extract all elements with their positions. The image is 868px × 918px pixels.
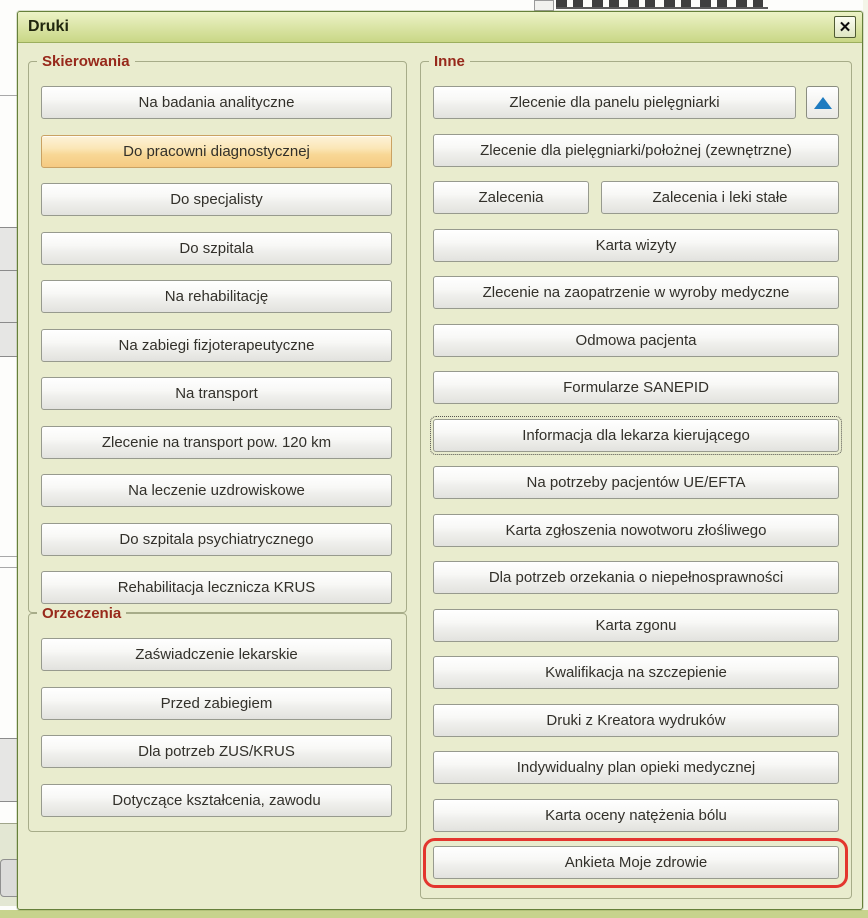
group-skierowania-label: Skierowania bbox=[37, 52, 135, 71]
background-divider-line bbox=[0, 556, 17, 557]
button-ankieta-moje-zdrowie[interactable]: Ankieta Moje zdrowie bbox=[433, 846, 839, 879]
druki-dialog bbox=[17, 11, 863, 910]
dialog-titlebar bbox=[18, 12, 862, 43]
button-karta-oceny-natezenia-bolu[interactable]: Karta oceny natężenia bólu bbox=[433, 799, 839, 832]
row-zalecenia bbox=[433, 181, 839, 214]
button-na-potrzeby-pacjentow-ue-efta[interactable]: Na potrzeby pacjentów UE/EFTA bbox=[433, 466, 839, 499]
button-na-rehabilitacje[interactable]: Na rehabilitację bbox=[41, 280, 392, 313]
group-skierowania-body bbox=[41, 86, 392, 604]
button-do-pracowni-diagnostycznej[interactable]: Do pracowni diagnostycznej bbox=[41, 135, 392, 168]
button-dla-potrzeb-orzekania-o-niepelnosprawnosci[interactable]: Dla potrzeb orzekania o niepełnosprawności bbox=[433, 561, 839, 594]
button-na-zabiegi-fizjoterapeutyczne[interactable]: Na zabiegi fizjoterapeutyczne bbox=[41, 329, 392, 362]
annotated-button-wrapper bbox=[433, 846, 839, 879]
close-button[interactable] bbox=[834, 16, 856, 38]
button-dotyczace-ksztalcenia-zawodu[interactable]: Dotyczące kształcenia, zawodu bbox=[41, 784, 392, 817]
group-inne bbox=[420, 53, 852, 899]
background-list-rows-fragment bbox=[0, 227, 17, 357]
button-rehabilitacja-lecznicza-krus[interactable]: Rehabilitacja lecznicza KRUS bbox=[41, 571, 392, 604]
close-icon: ✕ bbox=[838, 19, 852, 36]
button-na-transport[interactable]: Na transport bbox=[41, 377, 392, 410]
background-app-bottom-fragment bbox=[0, 910, 868, 918]
triangle-up-icon bbox=[814, 97, 832, 109]
background-table-cell-fragment bbox=[534, 0, 554, 11]
background-app-left-fragment bbox=[0, 11, 17, 918]
button-karta-zgloszenia-nowotworu-zlosliwego[interactable]: Karta zgłoszenia nowotworu złośliwego bbox=[433, 514, 839, 547]
button-zalecenia[interactable]: Zalecenia bbox=[433, 181, 589, 214]
button-formularze-sanepid[interactable]: Formularze SANEPID bbox=[433, 371, 839, 404]
button-zlecenie-dla-pielegniarki-poloznej-zewnetrzne[interactable]: Zlecenie dla pielęgniarki/położnej (zewnętrzne) bbox=[433, 134, 839, 167]
button-zlecenie-na-zaopatrzenie-w-wyroby-medyczne[interactable]: Zlecenie na zaopatrzenie w wyroby medyczne bbox=[433, 276, 839, 309]
group-orzeczenia-label: Orzeczenia bbox=[37, 604, 126, 623]
background-list-rows-fragment bbox=[0, 738, 17, 802]
background-app-right-fragment bbox=[863, 0, 868, 918]
button-na-badania-analityczne[interactable]: Na badania analityczne bbox=[41, 86, 392, 119]
button-dla-potrzeb-zus-krus[interactable]: Dla potrzeb ZUS/KRUS bbox=[41, 735, 392, 768]
button-informacja-dla-lekarza-kierujacego[interactable]: Informacja dla lekarza kierującego bbox=[433, 419, 839, 452]
button-karta-zgonu[interactable]: Karta zgonu bbox=[433, 609, 839, 642]
group-orzeczenia-body bbox=[41, 638, 392, 817]
button-zlecenie-na-transport-pow-120-km[interactable]: Zlecenie na transport pow. 120 km bbox=[41, 426, 392, 459]
button-zaswiadczenie-lekarskie[interactable]: Zaświadczenie lekarskie bbox=[41, 638, 392, 671]
dialog-title: Druki bbox=[28, 18, 69, 35]
background-divider-line bbox=[0, 95, 17, 96]
group-orzeczenia bbox=[28, 605, 407, 832]
scroll-up-button[interactable] bbox=[806, 86, 839, 119]
background-app-top-fragment bbox=[0, 0, 868, 11]
button-indywidualny-plan-opieki-medycznej[interactable]: Indywidualny plan opieki medycznej bbox=[433, 751, 839, 784]
button-przed-zabiegiem[interactable]: Przed zabiegiem bbox=[41, 687, 392, 720]
background-divider-line bbox=[0, 567, 17, 568]
button-karta-wizyty[interactable]: Karta wizyty bbox=[433, 229, 839, 262]
button-na-leczenie-uzdrowiskowe[interactable]: Na leczenie uzdrowiskowe bbox=[41, 474, 392, 507]
background-clipped-text-fragment bbox=[556, 0, 768, 9]
button-zlecenie-dla-panelu-pielegniarki[interactable]: Zlecenie dla panelu pielęgniarki bbox=[433, 86, 796, 119]
button-druki-z-kreatora-wydrukow[interactable]: Druki z Kreatora wydruków bbox=[433, 704, 839, 737]
group-skierowania bbox=[28, 53, 407, 613]
button-do-specjalisty[interactable]: Do specjalisty bbox=[41, 183, 392, 216]
button-do-szpitala[interactable]: Do szpitala bbox=[41, 232, 392, 265]
button-do-szpitala-psychiatrycznego[interactable]: Do szpitala psychiatrycznego bbox=[41, 523, 392, 556]
button-kwalifikacja-na-szczepienie[interactable]: Kwalifikacja na szczepienie bbox=[433, 656, 839, 689]
row-zlecenie-panel bbox=[433, 86, 839, 119]
button-zalecenia-i-leki-stale[interactable]: Zalecenia i leki stałe bbox=[601, 181, 839, 214]
group-inne-label: Inne bbox=[429, 52, 470, 71]
group-inne-body bbox=[433, 86, 839, 879]
button-odmowa-pacjenta[interactable]: Odmowa pacjenta bbox=[433, 324, 839, 357]
